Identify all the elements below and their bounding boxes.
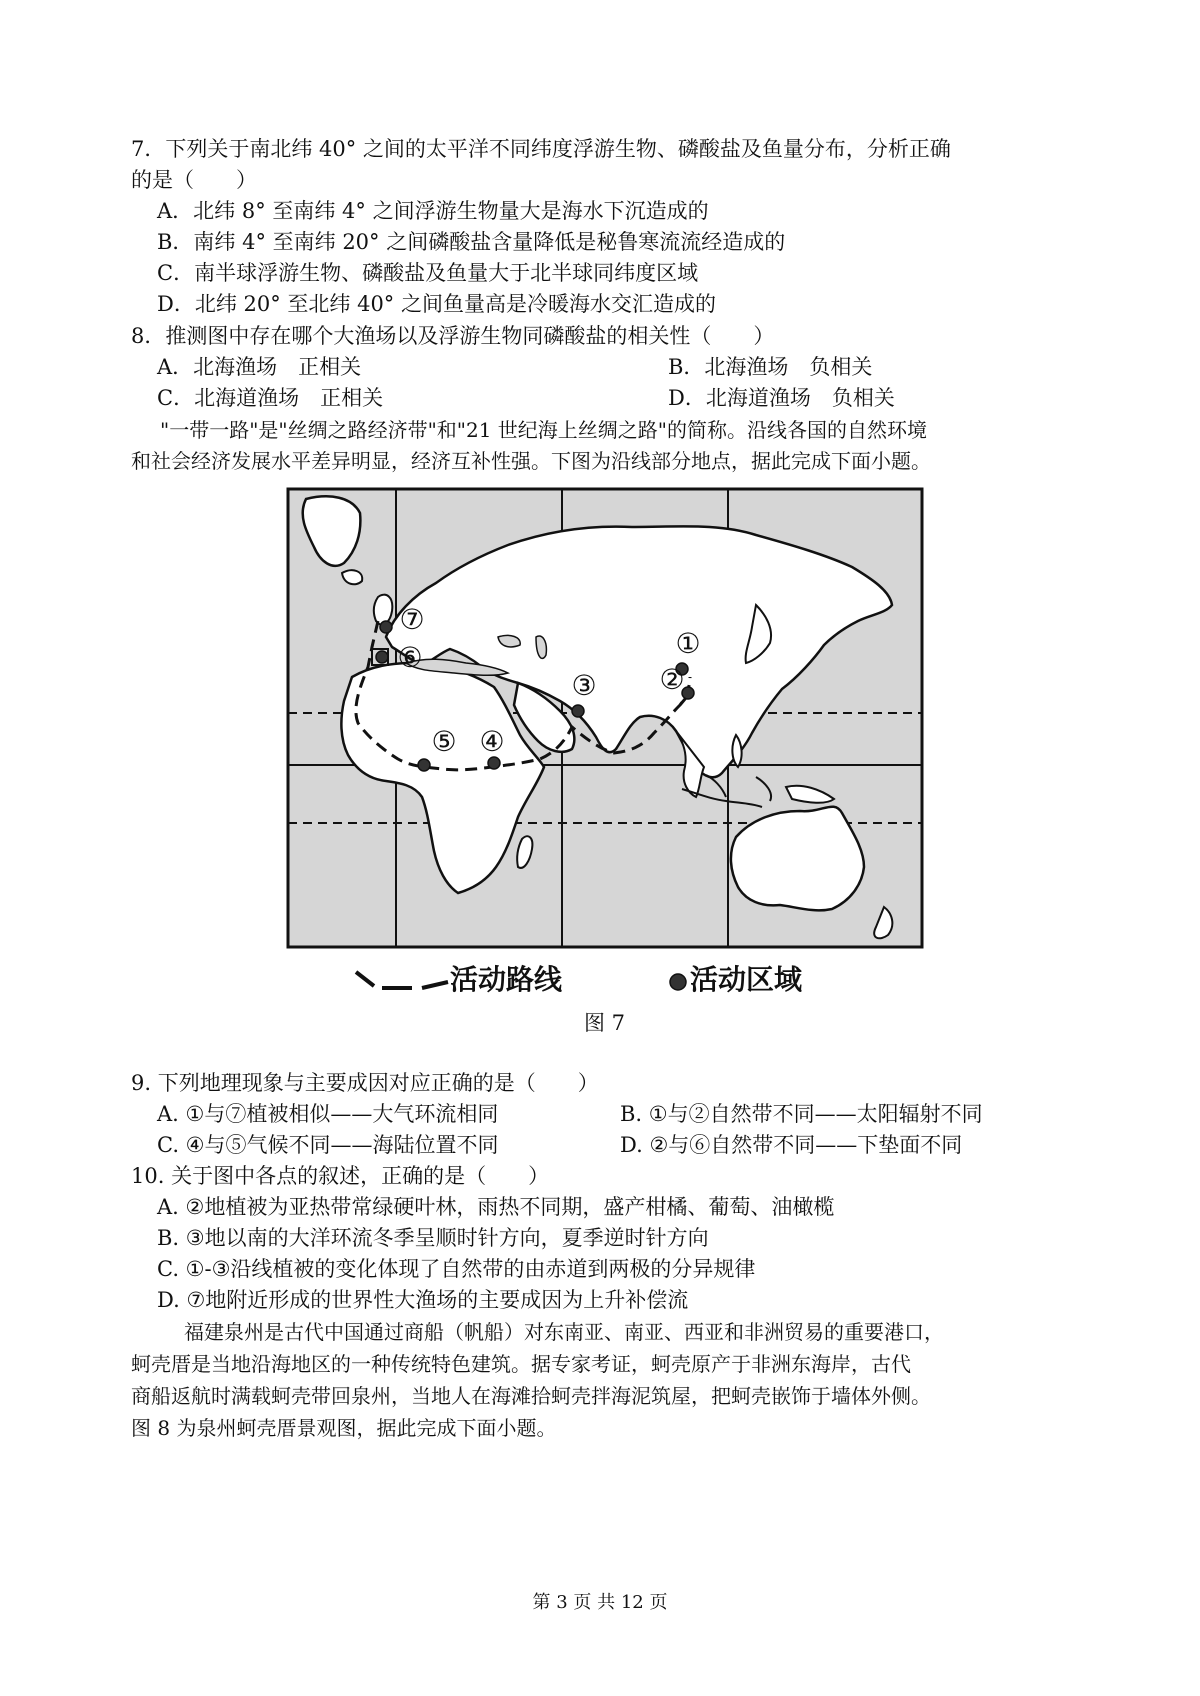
q7-stem-line2: 的是（ ） [131, 168, 257, 192]
intro2-line4: 图 8 为泉州蚵壳厝景观图，据此完成下面小题。 [131, 1416, 557, 1440]
q9-option-b: B. ①与②自然带不同——太阳辐射不同 [620, 1102, 983, 1126]
intro1-line1: "一带一路"是"丝绸之路经济带"和"21 世纪海上丝绸之路"的简称。沿线各国的自然环境 [160, 418, 928, 442]
q10-option-b: B. ③地以南的大洋环流冬季呈顺时针方向，夏季逆时针方向 [157, 1226, 709, 1250]
activity-point-3 [572, 705, 584, 717]
belt-road-map [286, 487, 924, 995]
q10-option-a: A. ②地植被为亚热带常绿硬叶林，雨热不同期，盛产柑橘、葡萄、油橄榄 [157, 1195, 835, 1219]
q8-option-c: C．北海道渔场 正相关 [157, 386, 384, 410]
q7-option-b: B．南纬 4° 至南纬 20° 之间磷酸盐含量降低是秘鲁寒流流经造成的 [157, 230, 786, 254]
q10-stem: 10. 关于图中各点的叙述，正确的是（ ） [131, 1164, 550, 1188]
map-legend [340, 960, 920, 1000]
figure-caption: 图 7 [584, 1011, 626, 1035]
q7-option-a: A．北纬 8° 至南纬 4° 之间浮游生物量大是海水下沉造成的 [157, 199, 709, 223]
q7-option-d: D．北纬 20° 至北纬 40° 之间鱼量高是冷暖海水交汇造成的 [157, 292, 716, 316]
q9-option-d: D. ②与⑥自然带不同——下垫面不同 [620, 1133, 963, 1157]
q9-stem: 9. 下列地理现象与主要成因对应正确的是（ ） [131, 1071, 599, 1095]
intro2-line1: 福建泉州是古代中国通过商船（帆船）对东南亚、南亚、西亚和非洲贸易的重要港口， [184, 1320, 944, 1344]
activity-point-5 [418, 759, 430, 771]
point-label-2: ② [659, 663, 685, 696]
q7-stem-line1: 7．下列关于南北纬 40° 之间的太平洋不同纬度浮游生物、磷酸盐及鱼量分布，分析正确 [131, 137, 951, 161]
intro1-line2: 和社会经济发展水平差异明显，经济互补性强。下图为沿线部分地点，据此完成下面小题。 [131, 449, 931, 473]
intro2-line3: 商船返航时满载蚵壳带回泉州，当地人在海滩拾蚵壳拌海泥筑屋，把蚵壳嵌饰于墙体外侧。 [131, 1384, 931, 1408]
q10-option-c: C. ①-③沿线植被的变化体现了自然带的由赤道到两极的分异规律 [157, 1257, 756, 1281]
q9-option-a: A. ①与⑦植被相似——大气环流相同 [157, 1102, 499, 1126]
q8-option-a: A．北海渔场 正相关 [157, 355, 362, 379]
point-label-7: ⑦ [399, 603, 425, 636]
point-label-1: ① [675, 627, 701, 660]
q8-option-d: D．北海道渔场 负相关 [668, 386, 895, 410]
q10-option-d: D. ⑦地附近形成的世界性大渔场的主要成因为上升补偿流 [157, 1288, 689, 1312]
q9-option-c: C. ④与⑤气候不同——海陆位置不同 [157, 1133, 499, 1157]
point-label-4: ④ [479, 725, 505, 758]
legend-area-label: 活动区域 [690, 963, 803, 996]
intro2-line2: 蚵壳厝是当地沿海地区的一种传统特色建筑。据专家考证，蚵壳原产于非洲东海岸，古代 [131, 1352, 911, 1376]
route-legend-symbol [352, 966, 452, 996]
area-legend-symbol [668, 972, 688, 992]
point-label-5: ⑤ [431, 725, 457, 758]
q8-option-b: B．北海渔场 负相关 [668, 355, 873, 379]
british-isles-landmass [374, 595, 392, 625]
q7-option-c: C．南半球浮游生物、磷酸盐及鱼量大于北半球同纬度区域 [157, 261, 699, 285]
point-label-6: ⑥ [397, 641, 423, 674]
q8-stem: 8．推测图中存在哪个大渔场以及浮游生物同磷酸盐的相关性（ ） [131, 324, 775, 348]
activity-point-4 [488, 757, 500, 769]
legend-route-label: 活动路线 [450, 963, 563, 996]
activity-point-7 [380, 621, 392, 633]
activity-point-6 [376, 651, 388, 663]
point-label-3: ③ [571, 669, 597, 702]
page-footer: 第 3 页 共 12 页 [532, 1592, 668, 1613]
